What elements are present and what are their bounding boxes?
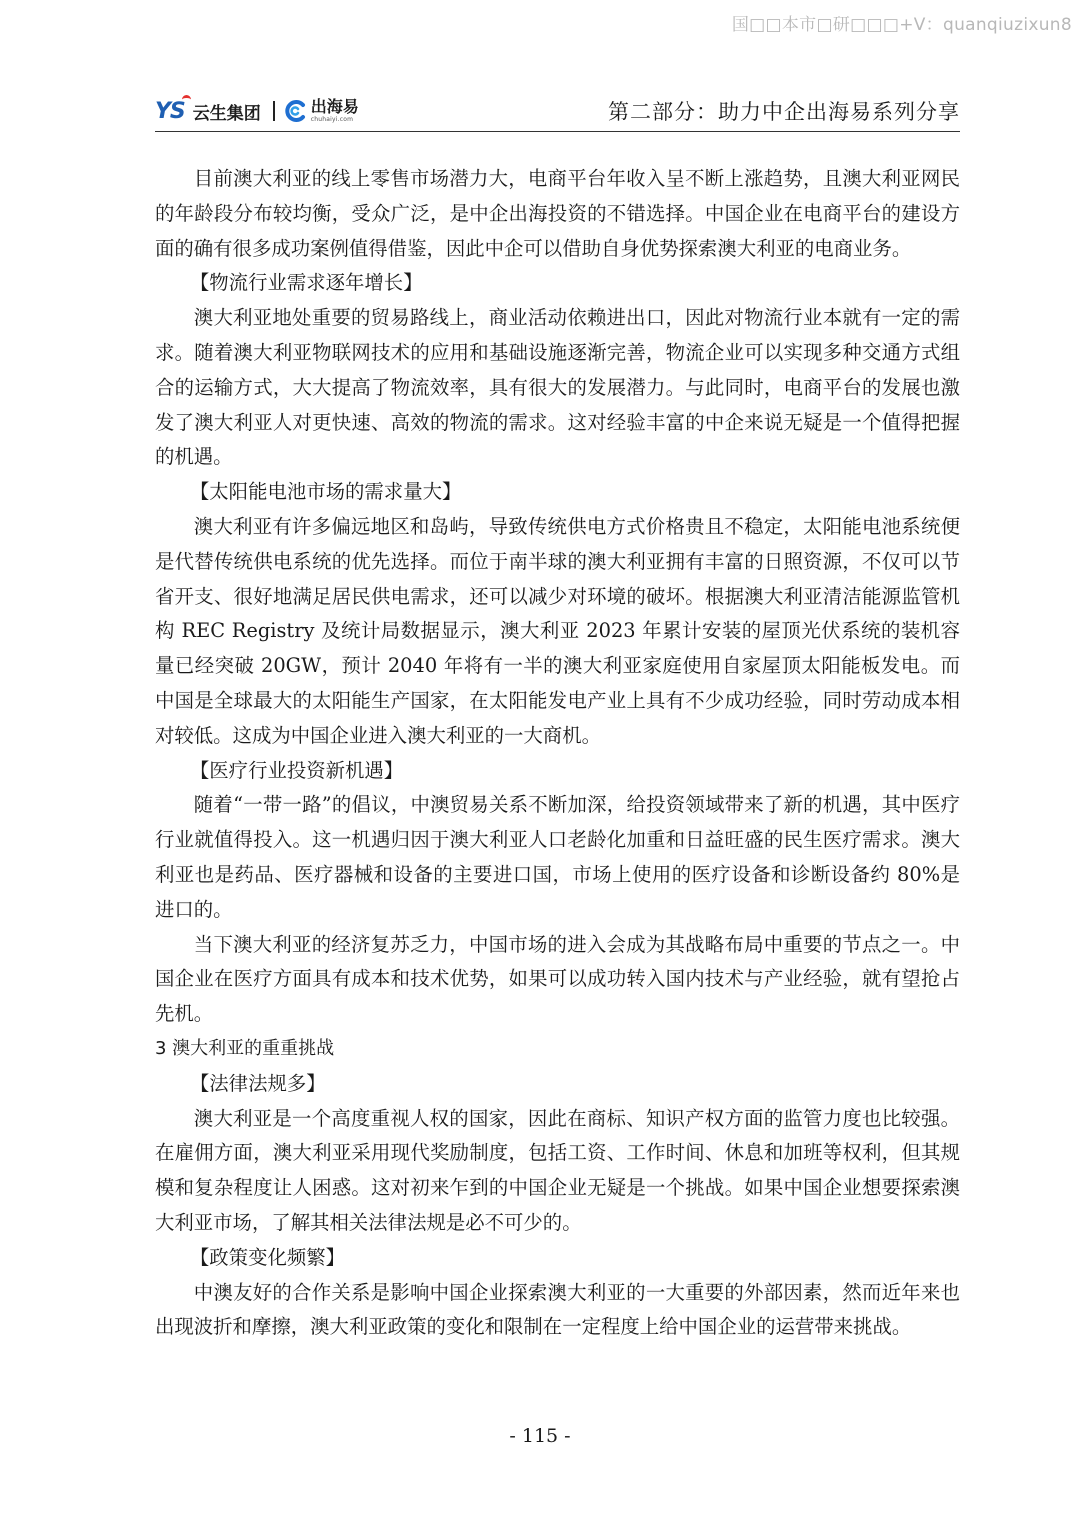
page-header [155,92,960,128]
body-paragraph: 中澳友好的合作关系是影响中国企业探索澳大利亚的一大重要的外部因素，然而近年来也出现波折和摩擦，澳大利亚政策的变化和限制在一定程度上给中国企业的运营带来挑战。 [155,1280,960,1339]
ys-swoosh-icon [182,95,191,104]
section-heading: 3 澳大利亚的重重挑战 [155,1037,335,1059]
header-logo [155,94,359,128]
chuhai-logo-icon [285,100,307,122]
header-title: 第二部分：助力中企出海易系列分享 [608,100,960,124]
chuhai-logo-name: 出海易 [310,97,359,116]
subheading: 【法律法规多】 [189,1071,326,1095]
watermark-text: 国□□本市□研□□□+V：quanqiuzixun8 [731,15,1072,35]
body-paragraph: 随着“一带一路”的倡议，中澳贸易关系不断加深，给投资领域带来了新的机遇，其中医疗行业就值得投入。这一机遇归因于澳大利亚人口老龄化加重和日益旺盛的民生医疗需求。澳大利亚也是药品、医疗器械和设备的主要进口国，市场上使用的医疗设备和诊断设备约 80%是进口的。 [155,793,960,921]
header-divider [155,131,960,132]
subheading: 【医疗行业投资新机遇】 [189,758,404,782]
ys-logo-name: 云生集团 [192,103,261,124]
body-paragraph: 澳大利亚是一个高度重视人权的国家，因此在商标、知识产权方面的监管力度也比较强。在雇佣方面，澳大利亚采用现代奖励制度，包括工资、工作时间、休息和加班等权利，但其规模和复杂程度让人困惑。这对初来乍到的中国企业无疑是一个挑战。如果中国企业想要探索澳大利亚市场，了解其相关法律法规是必不可少的。 [155,1106,960,1234]
body-paragraph: 当下澳大利亚的经济复苏乏力，中国市场的进入会成为其战略布局中重要的节点之一。中国企业在医疗方面具有成本和技术优势，如果可以成功转入国内技术与产业经验，就有望抢占先机。 [155,932,960,1026]
subheading: 【太阳能电池市场的需求量大】 [189,480,462,504]
body-paragraph: 澳大利亚有许多偏远地区和岛屿，导致传统供电方式价格贵且不稳定，太阳能电池系统便是代替传统供电系统的优先选择。而位于南半球的澳大利亚拥有丰富的日照资源，不仅可以节省开支、很好地满足居民供电需求，还可以减少对环境的破坏。根据澳大利亚清洁能源监管机构 REC Registry 及统计局数据显示，澳大利亚 2023 年累计安装的屋顶光伏系统的装机容量已经突破 20GW，预计 2040 年将有一半的澳大利亚家庭使用自家屋顶太阳能板发电。而中国是全球最大的太阳能生产国家，在太阳能发电产业上具有不少成功经验，同时劳动成本相对较低。这成为中国企业进入澳大利亚的一大商机。 [155,514,960,747]
document-body [155,162,960,1345]
logo-divider [273,101,275,121]
subheading: 【物流行业需求逐年增长】 [189,271,423,295]
body-paragraph: 澳大利亚地处重要的贸易路线上，商业活动依赖进出口，因此对物流行业本就有一定的需求。随着澳大利亚物联网技术的应用和基础设施逐渐完善，物流企业可以实现多种交通方式组合的运输方式，大大提高了物流效率，具有很大的发展潜力。与此同时，电商平台的发展也激发了澳大利亚人对更快速、高效的物流的需求。这对经验丰富的中企来说无疑是一个值得把握的机遇。 [155,306,960,469]
subheading: 【政策变化频繁】 [189,1245,346,1269]
chuhai-logo-url: chuhaiyi.com [310,116,354,123]
ys-logo-mark [155,99,185,124]
chuhai-logo-text [311,99,359,123]
page-number: - 115 - [509,1425,571,1447]
ys-logo-letters: YS [155,98,185,124]
body-paragraph: 目前澳大利亚的线上零售市场潜力大，电商平台年收入呈不断上涨趋势，且澳大利亚网民的年龄段分布较均衡，受众广泛，是中企出海投资的不错选择。中国企业在电商平台的建设方面的确有很多成功案例值得借鉴，因此中企可以借助自身优势探索澳大利亚的电商业务。 [155,167,960,260]
